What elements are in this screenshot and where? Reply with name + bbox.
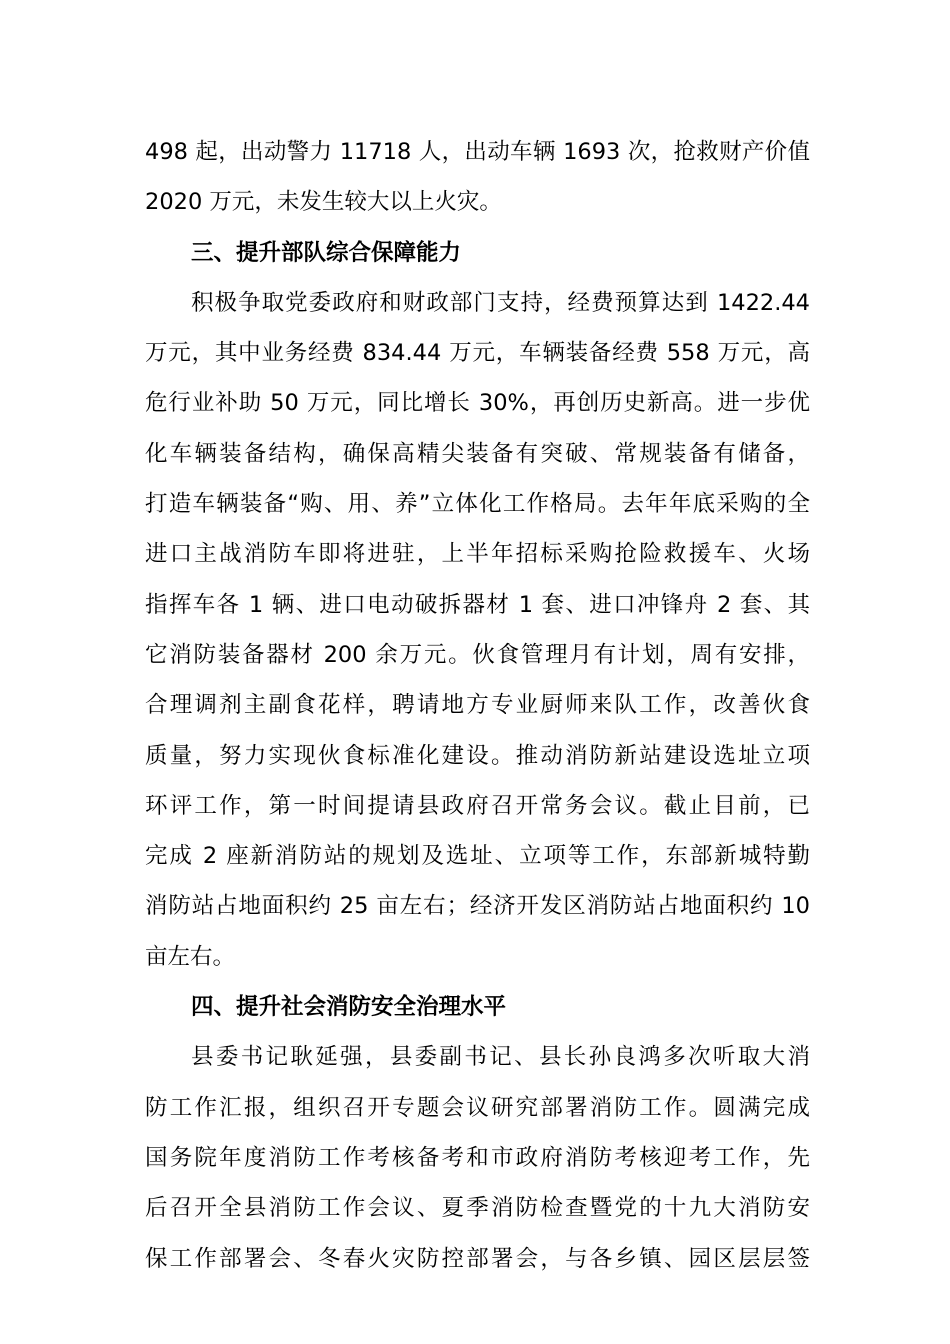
paragraph-line: 防工作汇报，组织召开专题会议研究部署消防工作。圆满完成 [145,1094,810,1121]
paragraph-line: 危行业补助 50 万元，同比增长 30%，再创历史新高。进一步优 [145,390,810,417]
paragraph-line: 质量，努力实现伙食标准化建设。推动消防新站建设选址立项 [145,742,810,769]
paragraph-line: 进口主战消防车即将进驻，上半年招标采购抢险救援车、火场 [145,541,810,568]
paragraph-line: 指挥车各 1 辆、进口电动破拆器材 1 套、进口冲锋舟 2 套、其 [145,591,810,618]
paragraph-line: 498 起，出动警力 11718 人，出动车辆 1693 次，抢救财产价值 [145,139,810,165]
paragraph-line: 合理调剂主副食花样，聘请地方专业厨师来队工作，改善伙食 [145,692,810,719]
paragraph-line: 它消防装备器材 200 余万元。伙食管理月有计划，周有安排， [145,641,810,668]
paragraph-line: 亩左右。 [145,943,236,970]
document-body [145,127,810,1284]
section-heading: 三、提升部队综合保障能力 [191,239,462,266]
paragraph-line: 打造车辆装备“购、用、养”立体化工作格局。去年年底采购的全 [145,491,810,518]
paragraph-line: 国务院年度消防工作考核备考和市政府消防考核迎考工作，先 [145,1144,810,1171]
paragraph-line: 万元，其中业务经费 834.44 万元，车辆装备经费 558 万元，高 [145,340,810,367]
paragraph-line: 完成 2 座新消防站的规划及选址、立项等工作，东部新城特勤 [145,843,810,870]
paragraph-line: 县委书记耿延强，县委副书记、县长孙良鸿多次听取大消 [191,1044,810,1071]
paragraph-line: 化车辆装备结构，确保高精尖装备有突破、常规装备有储备， [145,440,810,467]
paragraph-line: 消防站占地面积约 25 亩左右；经济开发区消防站占地面积约 10 [145,893,810,920]
paragraph-line: 保工作部署会、冬春火灾防控部署会，与各乡镇、园区层层签 [145,1245,810,1272]
paragraph-line: 积极争取党委政府和财政部门支持，经费预算达到 1422.44 [191,289,810,316]
paragraph-line: 后召开全县消防工作会议、夏季消防检查暨党的十九大消防安 [145,1195,810,1222]
section-heading: 四、提升社会消防安全治理水平 [191,994,507,1021]
paragraph-line: 2020 万元，未发生较大以上火灾。 [145,189,502,216]
paragraph-line: 环评工作，第一时间提请县政府召开常务会议。截止目前，已 [145,792,810,819]
